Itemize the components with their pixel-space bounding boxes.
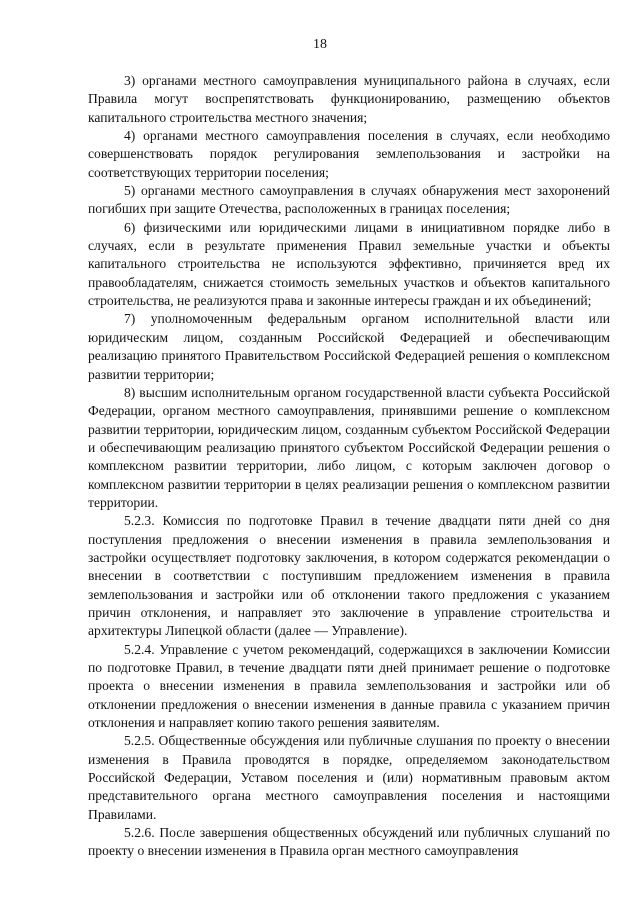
- paragraph-item-5: 5) органами местного самоуправления в случаях обнаружения мест захоронений погибших при защите Отечества, расположенных в границах поселения;: [88, 183, 610, 217]
- paragraph-5-2-5: 5.2.5. Общественные обсуждения или публичные слушания по проекту о внесении изменения в Правила проводятся в порядке, определяемом законодательством Российской Федерации, Уставом поселения и (или) нормативным правовым актом представительного органа местного самоуправления поселения и настоящими Правилами.: [88, 733, 610, 822]
- body-text: [88, 72, 610, 861]
- paragraph-5-2-4: 5.2.4. Управление с учетом рекомендаций, содержащихся в заключении Комиссии по подготовке Правил, в течение двадцати пяти дней принимает решение о подготовке проекта о внесении изменения в правила землепользования и застройки или об отклонении предложения о внесении изменения в данные правила с указанием причин отклонения и направляет копию такого решения заявителям.: [88, 641, 610, 731]
- paragraph-item-6: 6) физическими или юридическими лицами в инициативном порядке либо в случаях, если в результате применения Правил земельные участки и объекты капитального строительства не используются эффективно, причиняется вред их правообладателям, снижается стоимость земельных участков и объектов капитального строительства, не реализуются права и законные интересы граждан и их объединений;: [88, 219, 610, 309]
- page-number: 18: [313, 37, 327, 52]
- paragraph-item-4: 4) органами местного самоуправления поселения в случаях, если необходимо совершенствовать порядок регулирования землепользования и застройки на соответствующих территории поселения;: [88, 128, 610, 180]
- paragraph-5-2-6: 5.2.6. После завершения общественных обсуждений или публичных слушаний по проекту о внесении изменения в Правила орган местного самоуправления: [88, 825, 610, 859]
- paragraph-item-7: 7) уполномоченным федеральным органом исполнительной власти или юридическим лицом, созданным Российской Федерацией и обеспечивающим реализацию принятого Правительством Российской Федерацией решения о комплексном развитии территории;: [88, 311, 610, 382]
- paragraph-item-3: 3) органами местного самоуправления муниципального района в случаях, если Правила могут воспрепятствовать функционированию, размещению объектов капитального строительства местного значения;: [88, 73, 610, 125]
- paragraph-item-8: 8) высшим исполнительным органом государственной власти субъекта Российской Федерации, органом местного самоуправления, принявшими решение о комплексном развитии территории, юридическим лицом, созданным субъектом Российской Федерации и обеспечивающим реализацию принятого субъектом Российской Федерации решения о комплексном развитии территории, либо лицом, с которым заключен договор о комплексном развитии территории в целях реализации решения о комплексном развитии территории.: [88, 384, 610, 510]
- paragraph-5-2-3: 5.2.3. Комиссия по подготовке Правил в течение двадцати пяти дней со дня поступления предложения о внесении изменения в правила землепользования и застройки осуществляет подготовку заключения, в котором содержатся рекомендации о внесении в соответствии с поступившим предложением изменения в правила землепользования и застройки или об отклонении такого предложения с указанием причин отклонения, и направляет это заключение в управление строительства и архитектуры Липецкой области (далее — Управление).: [88, 513, 610, 639]
